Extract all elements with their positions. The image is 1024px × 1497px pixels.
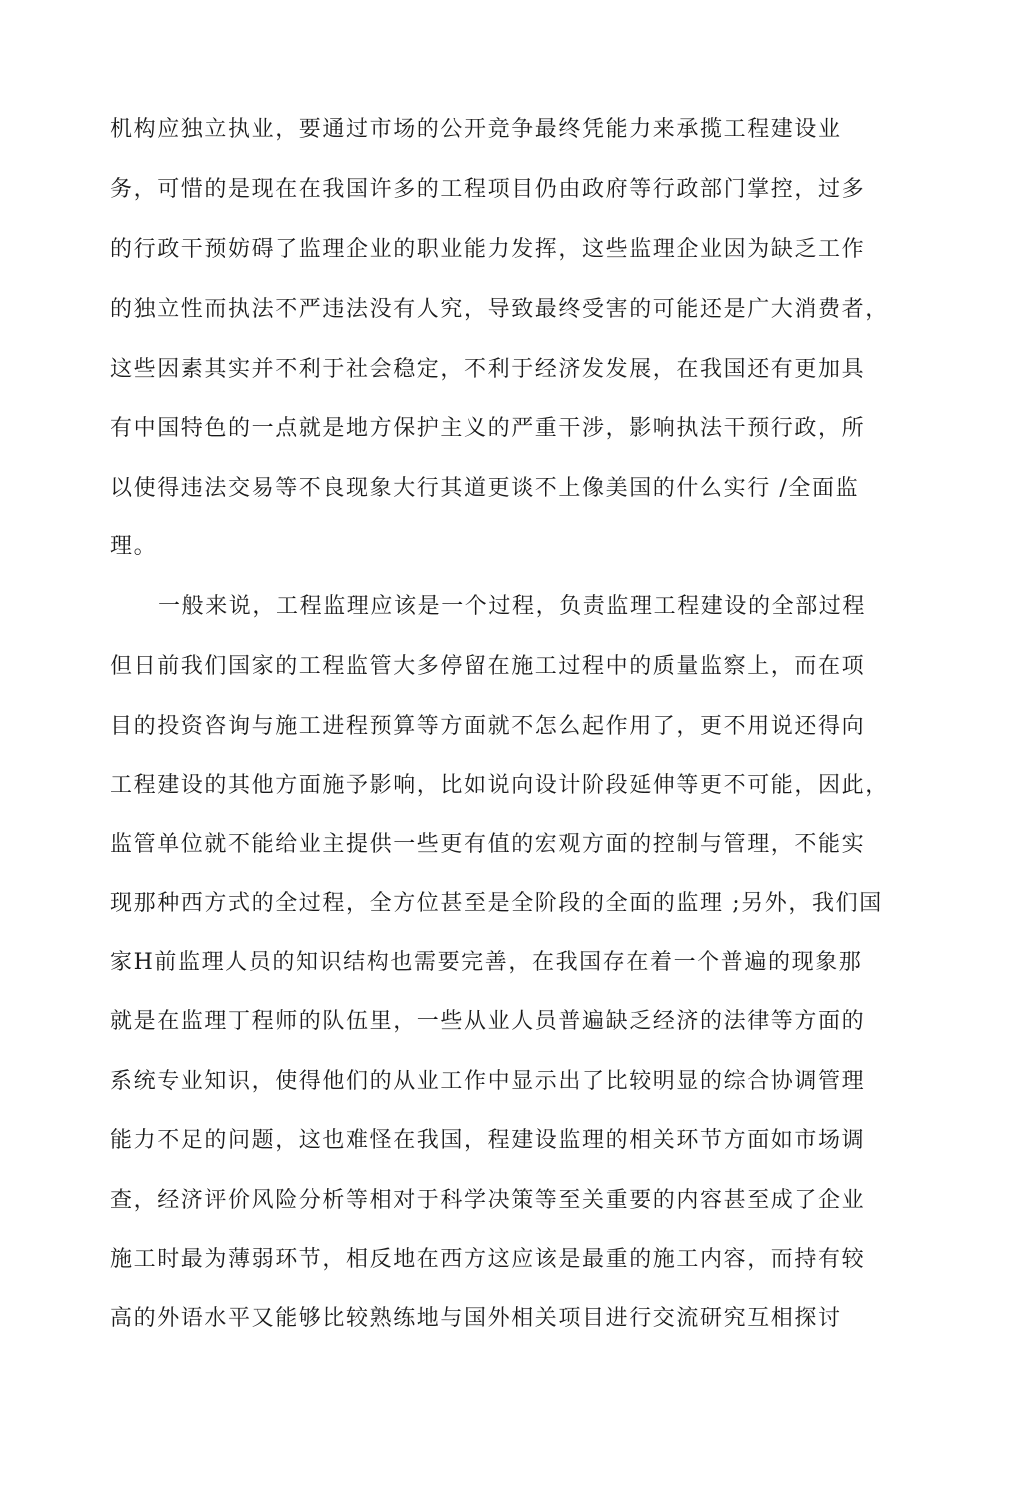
text-line: 以使得违法交易等不良现象大行其道更谈不上像美国的什么实行 /全面监 bbox=[110, 476, 860, 501]
text-line: 有中国特色的一点就是地方保护主义的严重干涉，影响执法干预行政，所 bbox=[110, 416, 866, 441]
text-line: 施工时最为薄弱环节，相反地在西方这应该是最重的施工内容，而持有较 bbox=[110, 1247, 866, 1272]
text-line: 查，经济评价风险分析等相对于科学决策等至关重要的内容甚至成了企业 bbox=[110, 1188, 866, 1213]
text-line: 就是在监理丁程师的队伍里，一些从业人员普遍缺乏经济的法律等方面的 bbox=[110, 1009, 866, 1034]
text-line: 高的外语水平又能够比较熟练地与国外相关项目进行交流研究互相探讨 bbox=[110, 1306, 842, 1331]
text-line: 家H前监理人员的知识结构也需要完善，在我国存在着一个普遍的现象那 bbox=[110, 950, 863, 975]
text-line: 理。 bbox=[110, 534, 158, 559]
text-line: 但日前我们国家的工程监管大多停留在施工过程中的质量监察上，而在项 bbox=[110, 654, 866, 679]
text-line: 务，可惜的是现在在我国许多的工程项目仍由政府等行政部门掌控，过多 bbox=[110, 177, 866, 202]
paragraph-first-line: 一般来说，工程监理应该是一个过程，负责监理工程建设的全部过程 bbox=[158, 594, 867, 619]
text-line: 工程建设的其他方面施予影响，比如说向设计阶段延伸等更不可能，因此， bbox=[110, 773, 889, 798]
text-line: 目的投资咨询与施工进程预算等方面就不怎么起作用了，更不用说还得向 bbox=[110, 714, 866, 739]
text-line: 监管单位就不能给业主提供一些更有值的宏观方面的控制与管理，不能实 bbox=[110, 832, 866, 857]
text-line: 能力不足的问题，这也难怪在我国，程建设监理的相关环节方面如市场调 bbox=[110, 1128, 866, 1153]
text-line: 的行政干预妨碍了监理企业的职业能力发挥，这些监理企业因为缺乏工作 bbox=[110, 237, 866, 262]
text-line: 的独立性而执法不严违法没有人究，导致最终受害的可能还是广大消费者， bbox=[110, 297, 889, 322]
text-line: 这些因素其实并不利于社会稳定，不利于经济发发展，在我国还有更加具 bbox=[110, 357, 866, 382]
text-line: 现那种西方式的全过程，全方位甚至是全阶段的全面的监理 ;另外，我们国 bbox=[110, 891, 883, 916]
text-line: 机构应独立执业，要通过市场的公开竞争最终凭能力来承揽工程建设业 bbox=[110, 117, 842, 142]
text-line: 系统专业知识，使得他们的从业工作中显示出了比较明显的综合协调管理 bbox=[110, 1069, 866, 1094]
